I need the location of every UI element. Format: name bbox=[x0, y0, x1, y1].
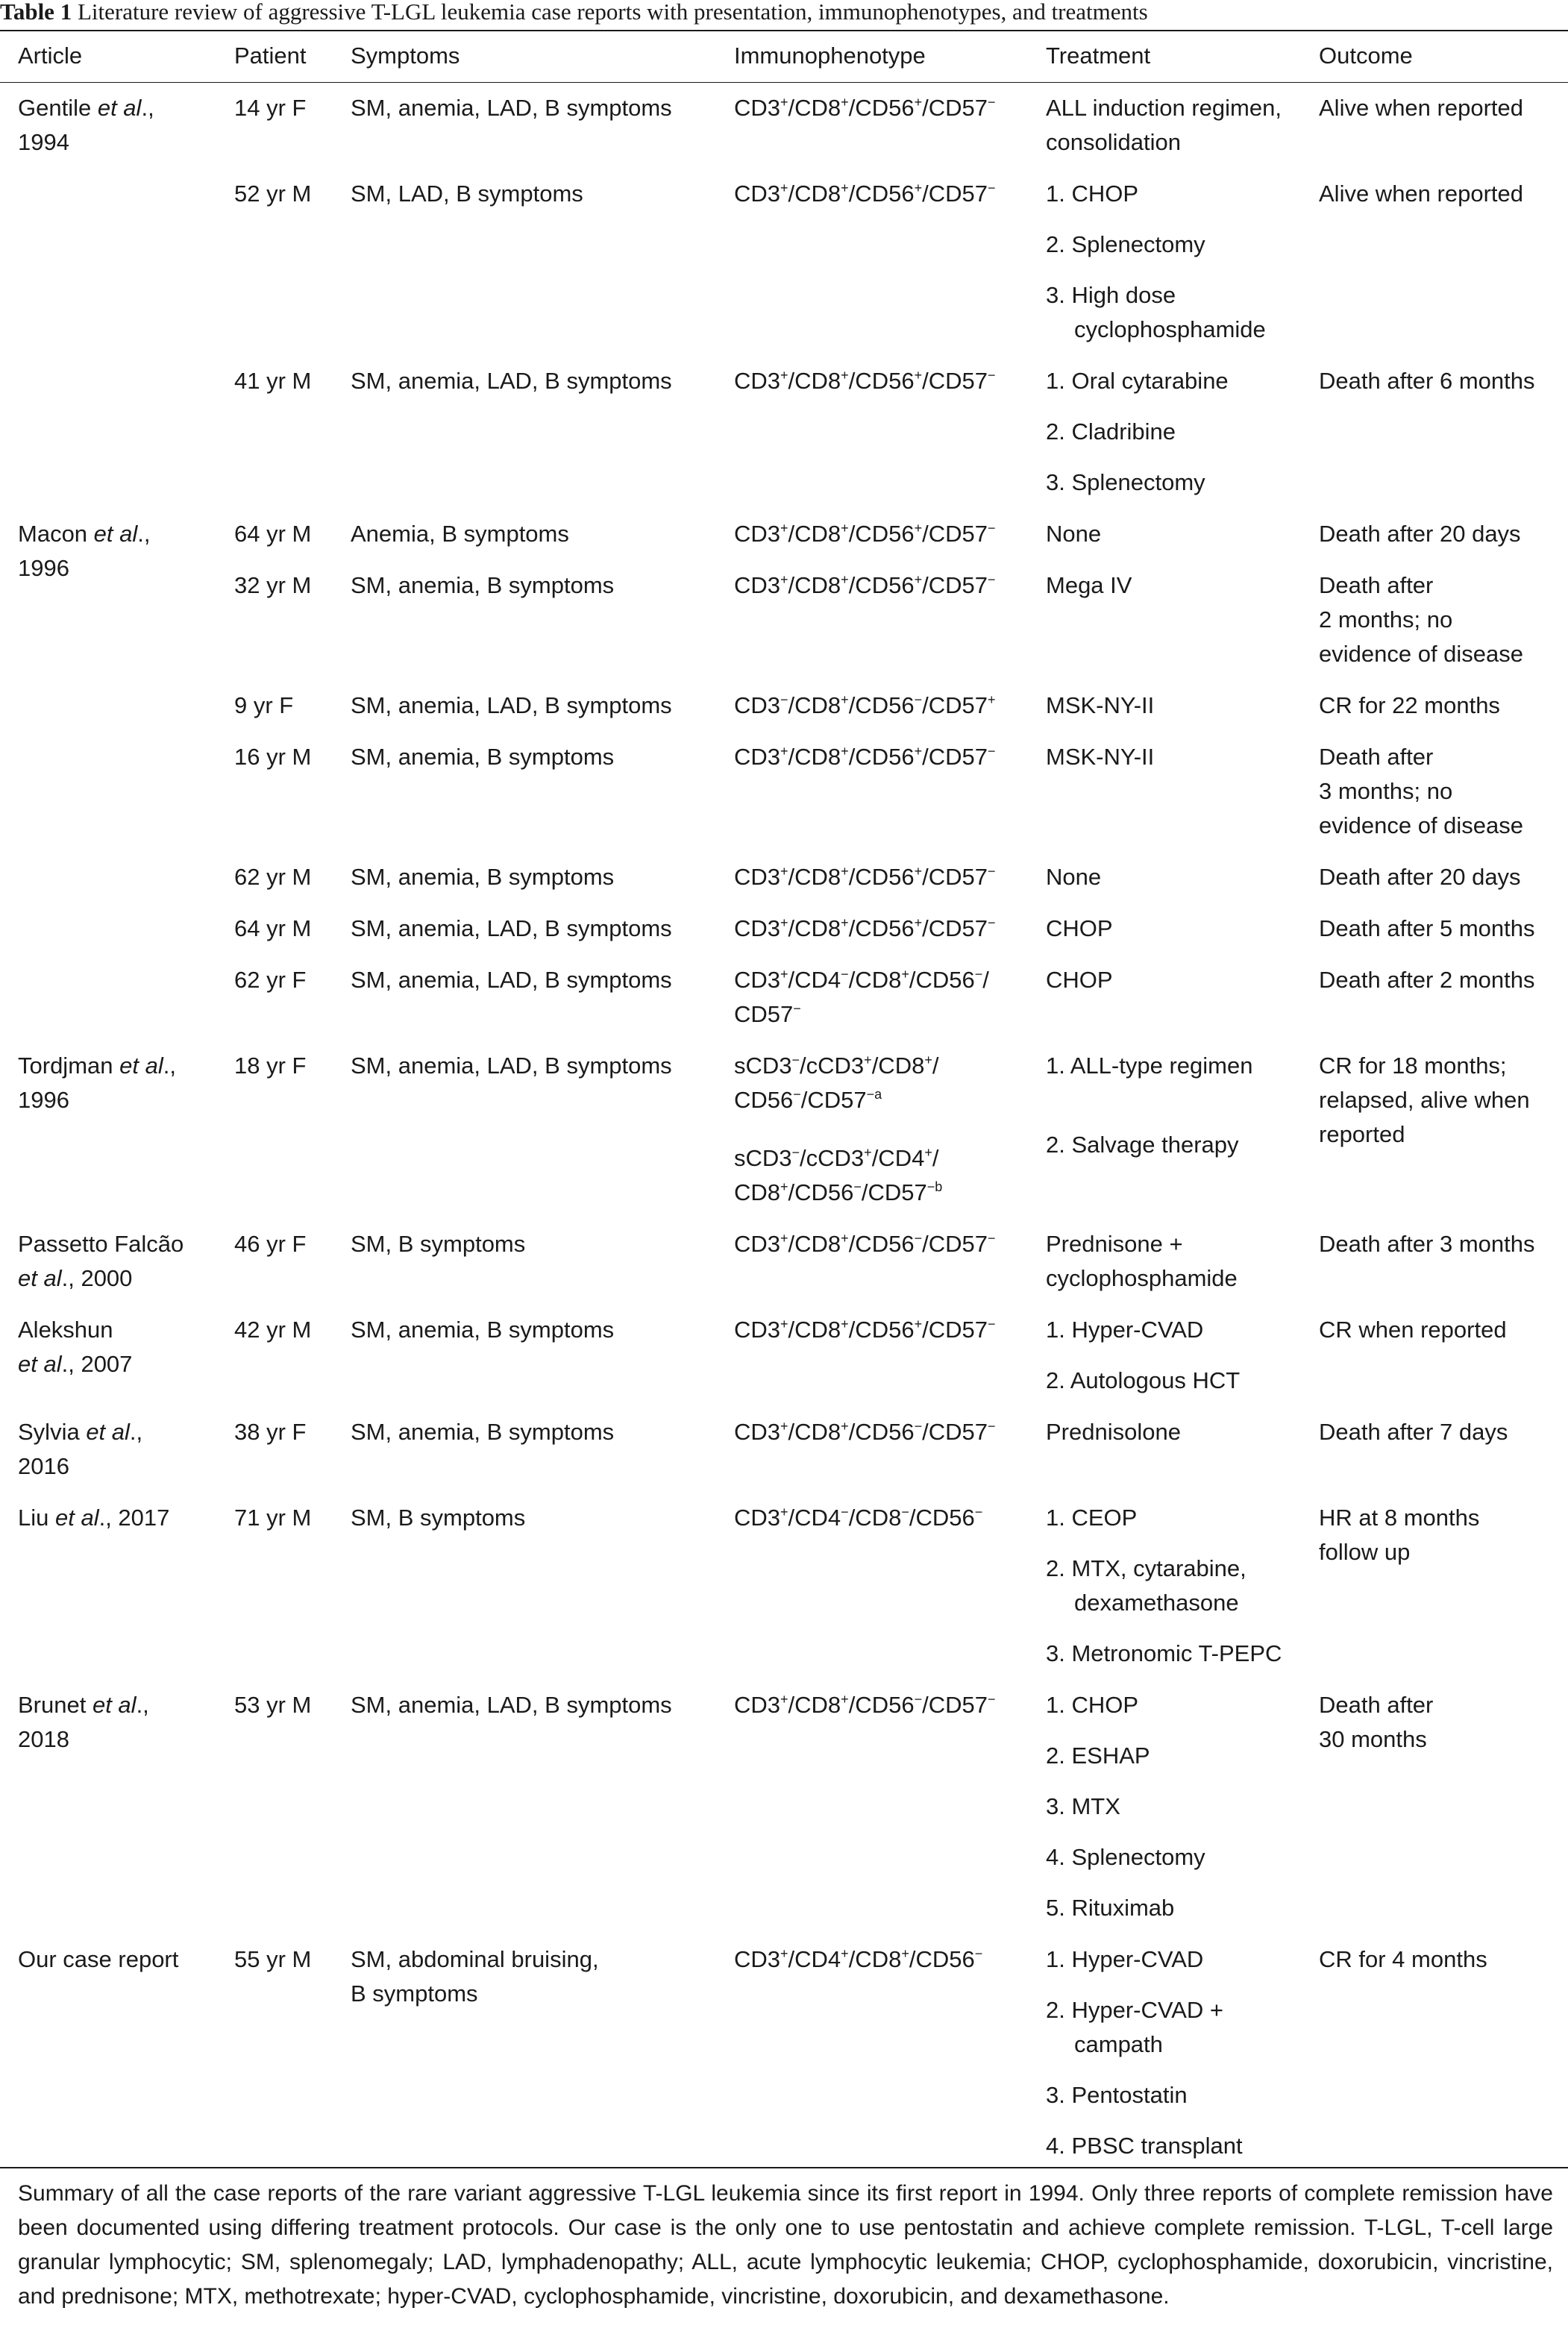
article-line: Macon et al., bbox=[18, 521, 151, 547]
symptoms-cell bbox=[351, 517, 569, 551]
immunophenotype-line: sCD3−/cCD3+/CD4+/ bbox=[734, 1145, 939, 1171]
symptoms-line: SM, anemia, B symptoms bbox=[351, 1317, 615, 1343]
symptoms-line: SM, abdominal bruising, bbox=[351, 1946, 599, 1972]
article-line: et al., 2000 bbox=[18, 1265, 133, 1291]
outcome-cell: Death after 3 months bbox=[1319, 1231, 1535, 1257]
symptoms-line: SM, anemia, LAD, B symptoms bbox=[351, 967, 672, 993]
symptoms-line: SM, anemia, LAD, B symptoms bbox=[351, 1053, 672, 1079]
treatment-item: None bbox=[1046, 521, 1102, 547]
treatment-cell bbox=[1046, 1049, 1252, 1162]
immunophenotype-line: CD3+/CD8+/CD56−/CD57− bbox=[734, 1419, 996, 1445]
patient-cell: 46 yr F bbox=[234, 1231, 307, 1257]
treatment-item: 3. High dose cyclophosphamide bbox=[1046, 282, 1266, 342]
article-line: 1996 bbox=[18, 555, 69, 581]
immunophenotype-line: CD3+/CD8+/CD56+/CD57− bbox=[734, 181, 996, 207]
symptoms-cell bbox=[351, 688, 672, 723]
article-cell bbox=[18, 1942, 178, 1977]
treatment-item: 1. CHOP bbox=[1046, 181, 1139, 207]
symptoms-line: SM, anemia, B symptoms bbox=[351, 744, 615, 770]
immunophenotype-line: CD3+/CD8+/CD56+/CD57− bbox=[734, 572, 996, 598]
treatment-item: 3. Splenectomy bbox=[1046, 469, 1205, 495]
article-line: 2018 bbox=[18, 1726, 69, 1752]
outcome-cell: Death after 20 days bbox=[1319, 521, 1521, 547]
outcome-cell: Death after 2 months bbox=[1319, 967, 1535, 993]
article-cell bbox=[18, 1501, 169, 1535]
article-cell bbox=[18, 517, 151, 586]
symptoms-cell bbox=[351, 568, 614, 603]
patient-cell: 52 yr M bbox=[234, 181, 312, 207]
treatment-cell bbox=[1046, 517, 1101, 551]
immunophenotype-cell bbox=[734, 91, 995, 125]
article-cell bbox=[18, 1313, 132, 1381]
treatment-item: 3. Metronomic T-PEPC bbox=[1046, 1640, 1282, 1666]
outcome-cell: Death after 20 days bbox=[1319, 864, 1521, 890]
outcome-cell: Alive when reported bbox=[1319, 95, 1523, 121]
symptoms-line: Anemia, B symptoms bbox=[351, 521, 569, 547]
immunophenotype-line: CD3+/CD8+/CD56+/CD57− bbox=[734, 864, 996, 890]
treatment-cell bbox=[1046, 860, 1101, 894]
patient-cell: 55 yr M bbox=[234, 1946, 312, 1972]
treatment-item: 2. Splenectomy bbox=[1046, 231, 1205, 257]
article-line: Brunet et al., bbox=[18, 1692, 149, 1718]
symptoms-line: B symptoms bbox=[351, 1980, 478, 2007]
patient-cell: 9 yr F bbox=[234, 692, 294, 718]
treatment-cell bbox=[1046, 740, 1154, 774]
article-line: Liu et al., 2017 bbox=[18, 1505, 170, 1531]
patient-cell: 64 yr M bbox=[234, 521, 312, 547]
patient-cell: 18 yr F bbox=[234, 1053, 307, 1079]
article-line: 1996 bbox=[18, 1087, 69, 1113]
outcome-cell: Death after 6 months bbox=[1319, 368, 1535, 394]
symptoms-cell bbox=[351, 1688, 672, 1722]
article-line: 2016 bbox=[18, 1453, 69, 1479]
immunophenotype-line: CD3+/CD8+/CD56+/CD57− bbox=[734, 915, 996, 941]
treatment-item: 3. MTX bbox=[1046, 1793, 1120, 1819]
treatment-cell bbox=[1046, 1227, 1238, 1296]
article-line: et al., 2007 bbox=[18, 1351, 133, 1377]
treatment-item: Mega IV bbox=[1046, 572, 1132, 598]
header-outcome: Outcome bbox=[1319, 43, 1413, 69]
symptoms-cell bbox=[351, 1415, 614, 1449]
patient-cell: 16 yr M bbox=[234, 744, 312, 770]
header-rule bbox=[0, 82, 1568, 83]
article-cell bbox=[18, 1688, 149, 1757]
immunophenotype-cell bbox=[734, 963, 989, 1032]
symptoms-line: SM, B symptoms bbox=[351, 1505, 526, 1531]
patient-cell: 41 yr M bbox=[234, 368, 312, 394]
treatment-item: Prednisolone bbox=[1046, 1419, 1181, 1445]
symptoms-cell bbox=[351, 1227, 525, 1261]
treatment-item: 3. Pentostatin bbox=[1046, 2082, 1188, 2108]
immunophenotype-cell bbox=[734, 568, 995, 603]
article-line: Alekshun bbox=[18, 1317, 113, 1343]
treatment-cell bbox=[1046, 1501, 1282, 1671]
immunophenotype-cell bbox=[734, 364, 995, 398]
patient-cell: 64 yr M bbox=[234, 915, 312, 941]
article-cell bbox=[18, 1227, 184, 1296]
outcome-cell: Death after 7 days bbox=[1319, 1419, 1508, 1445]
outcome-cell: Death after 2 months; no evidence of disease bbox=[1319, 572, 1524, 667]
immunophenotype-cell bbox=[734, 1313, 995, 1347]
treatment-item: CHOP bbox=[1046, 915, 1113, 941]
treatment-item: 2. Autologous HCT bbox=[1046, 1367, 1241, 1393]
immunophenotype-cell bbox=[734, 1688, 995, 1722]
immunophenotype-line: CD3+/CD8+/CD56+/CD57− bbox=[734, 744, 996, 770]
treatment-item: 1. Hyper-CVAD bbox=[1046, 1317, 1204, 1343]
symptoms-cell bbox=[351, 912, 672, 946]
immunophenotype-cell bbox=[734, 1049, 942, 1210]
immunophenotype-cell bbox=[734, 688, 995, 723]
symptoms-cell bbox=[351, 860, 614, 894]
symptoms-line: SM, LAD, B symptoms bbox=[351, 181, 583, 207]
caption-label: Table 1 bbox=[0, 0, 72, 25]
symptoms-line: SM, anemia, B symptoms bbox=[351, 1419, 615, 1445]
header-symptoms: Symptoms bbox=[351, 43, 460, 69]
treatment-item: 4. PBSC transplant bbox=[1046, 2133, 1243, 2159]
treatment-item: 1. ALL-type regimen bbox=[1046, 1053, 1253, 1079]
header-article: Article bbox=[18, 43, 83, 69]
patient-cell: 42 yr M bbox=[234, 1317, 312, 1343]
patient-cell: 71 yr M bbox=[234, 1505, 312, 1531]
immunophenotype-line: sCD3−/cCD3+/CD8+/ bbox=[734, 1053, 939, 1079]
treatment-item: None bbox=[1046, 864, 1102, 890]
article-line: Tordjman et al., bbox=[18, 1053, 176, 1079]
treatment-item: MSK-NY-II bbox=[1046, 692, 1155, 718]
immunophenotype-line: CD3+/CD8+/CD56+/CD57− bbox=[734, 1317, 996, 1343]
header-immunophenotype: Immunophenotype bbox=[734, 43, 926, 69]
outcome-cell: HR at 8 months follow up bbox=[1319, 1505, 1480, 1565]
treatment-item: 2. Hyper-CVAD + campath bbox=[1046, 1997, 1224, 2057]
treatment-item: 2. MTX, cytarabine, dexamethasone bbox=[1046, 1555, 1246, 1616]
immunophenotype-line: CD3+/CD4−/CD8−/CD56− bbox=[734, 1505, 983, 1531]
patient-cell: 62 yr M bbox=[234, 864, 312, 890]
symptoms-cell bbox=[351, 1501, 525, 1535]
symptoms-line: SM, anemia, LAD, B symptoms bbox=[351, 692, 672, 718]
symptoms-cell bbox=[351, 91, 672, 125]
immunophenotype-cell bbox=[734, 1415, 995, 1449]
treatment-item: 1. CHOP bbox=[1046, 1692, 1139, 1718]
article-line: Sylvia et al., bbox=[18, 1419, 143, 1445]
treatment-item: 1. Hyper-CVAD bbox=[1046, 1946, 1204, 1972]
treatment-item: 2. Salvage therapy bbox=[1046, 1132, 1239, 1158]
outcome-cell: Death after 3 months; no evidence of disease bbox=[1319, 744, 1524, 838]
immunophenotype-line: CD3+/CD4−/CD8+/CD56−/ bbox=[734, 967, 989, 993]
article-line: Gentile et al., bbox=[18, 95, 154, 121]
outcome-cell: Death after 5 months bbox=[1319, 915, 1535, 941]
outcome-cell: CR for 18 months; relapsed, alive when reported bbox=[1319, 1053, 1530, 1147]
symptoms-cell bbox=[351, 740, 614, 774]
article-line: Our case report bbox=[18, 1946, 179, 1972]
treatment-item: CHOP bbox=[1046, 967, 1113, 993]
symptoms-cell bbox=[351, 177, 583, 211]
symptoms-line: SM, anemia, LAD, B symptoms bbox=[351, 915, 672, 941]
treatment-cell bbox=[1046, 1688, 1205, 1925]
article-line: Passetto Falcão bbox=[18, 1231, 184, 1257]
treatment-cell bbox=[1046, 912, 1113, 946]
symptoms-cell bbox=[351, 1942, 599, 2011]
treatment-cell bbox=[1046, 177, 1266, 347]
article-cell bbox=[18, 1415, 142, 1484]
patient-cell: 14 yr F bbox=[234, 95, 307, 121]
immunophenotype-line: $CD8^+/CD56^-/CD57^{-b}$ bbox=[734, 1179, 943, 1205]
outcome-cell: CR when reported bbox=[1319, 1317, 1507, 1343]
treatment-item: 4. Splenectomy bbox=[1046, 1844, 1205, 1870]
outcome-cell: Death after 30 months bbox=[1319, 1692, 1434, 1752]
patient-cell: 53 yr M bbox=[234, 1692, 312, 1718]
outcome-cell: CR for 4 months bbox=[1319, 1946, 1487, 1972]
immunophenotype-line: CD3+/CD8+/CD56−/CD57− bbox=[734, 1692, 996, 1718]
symptoms-line: SM, B symptoms bbox=[351, 1231, 526, 1257]
patient-cell: 38 yr F bbox=[234, 1419, 307, 1445]
immunophenotype-line bbox=[734, 1117, 942, 1141]
treatment-item: MSK-NY-II bbox=[1046, 744, 1155, 770]
caption-text: Literature review of aggressive T-LGL leukemia case reports with presentation, immunophenotypes, and treatments bbox=[77, 0, 1148, 25]
article-cell bbox=[18, 1049, 176, 1117]
patient-cell: 62 yr F bbox=[234, 967, 307, 993]
immunophenotype-line: CD3+/CD8+/CD56−/CD57− bbox=[734, 1231, 996, 1257]
immunophenotype-cell bbox=[734, 1501, 982, 1535]
immunophenotype-line: CD57− bbox=[734, 1001, 801, 1027]
symptoms-line: SM, anemia, B symptoms bbox=[351, 572, 615, 598]
immunophenotype-line: CD3+/CD8+/CD56+/CD57− bbox=[734, 368, 996, 394]
immunophenotype-cell bbox=[734, 860, 995, 894]
treatment-item: 1. Oral cytarabine bbox=[1046, 368, 1229, 394]
immunophenotype-cell bbox=[734, 912, 995, 946]
symptoms-line: SM, anemia, LAD, B symptoms bbox=[351, 95, 672, 121]
symptoms-cell bbox=[351, 963, 672, 997]
treatment-cell bbox=[1046, 963, 1113, 997]
immunophenotype-cell bbox=[734, 1942, 982, 1977]
immunophenotype-cell bbox=[734, 177, 995, 211]
treatment-item: 5. Rituximab bbox=[1046, 1895, 1175, 1921]
treatment-item: ALL induction regimen, consolidation bbox=[1046, 95, 1282, 155]
symptoms-cell bbox=[351, 364, 672, 398]
treatment-item: 1. CEOP bbox=[1046, 1505, 1138, 1531]
immunophenotype-line: CD3+/CD8+/CD56+/CD57− bbox=[734, 521, 996, 547]
immunophenotype-line: CD3+/CD8+/CD56+/CD57− bbox=[734, 95, 996, 121]
treatment-item: 2. ESHAP bbox=[1046, 1743, 1150, 1769]
patient-cell: 32 yr M bbox=[234, 572, 312, 598]
symptoms-line: SM, anemia, B symptoms bbox=[351, 864, 615, 890]
immunophenotype-line: CD3+/CD4+/CD8+/CD56− bbox=[734, 1946, 983, 1972]
outcome-cell: Alive when reported bbox=[1319, 181, 1523, 207]
outcome-cell: CR for 22 months bbox=[1319, 692, 1500, 718]
table-footnote: Summary of all the case reports of the rare variant aggressive T-LGL leukemia since its first report in 1994. Only three reports of complete remission have been documented using differing treatment protocols. Our case is the only one to use pentostatin and achieve complete remission. T-LGL, T-cell large granular lymphocytic; SM, splenomegaly; LAD, lymphadenopathy; ALL, acute lymphocytic leukemia; CHOP, cyclophosphamide, doxorubicin, vincristine, and prednisone; MTX, methotrexate; hyper-CVAD, cyclophosphamide, vincristine, doxorubicin, and dexamethasone. bbox=[18, 2181, 1553, 2309]
immunophenotype-cell bbox=[734, 740, 995, 774]
treatment-cell bbox=[1046, 568, 1132, 603]
treatment-cell bbox=[1046, 688, 1154, 723]
treatment-item bbox=[1046, 1100, 1252, 1128]
symptoms-cell bbox=[351, 1313, 614, 1347]
table-caption bbox=[0, 0, 1568, 27]
header-patient: Patient bbox=[234, 43, 307, 69]
treatment-cell bbox=[1046, 1942, 1243, 2163]
article-line: 1994 bbox=[18, 129, 69, 155]
immunophenotype-cell bbox=[734, 517, 995, 551]
treatment-cell bbox=[1046, 364, 1229, 500]
treatment-item: 2. Cladribine bbox=[1046, 418, 1176, 445]
treatment-cell bbox=[1046, 1415, 1181, 1449]
bottom-rule bbox=[0, 2167, 1568, 2168]
treatment-cell bbox=[1046, 1313, 1240, 1398]
treatment-item: Prednisone + cyclophosphamide bbox=[1046, 1231, 1238, 1291]
symptoms-line: SM, anemia, LAD, B symptoms bbox=[351, 368, 672, 394]
top-rule bbox=[0, 30, 1568, 31]
immunophenotype-line: CD3−/CD8+/CD56−/CD57+ bbox=[734, 692, 996, 718]
header-treatment: Treatment bbox=[1046, 43, 1151, 69]
immunophenotype-line: $CD56^-/CD57^{-a}$ bbox=[734, 1087, 882, 1113]
treatment-cell bbox=[1046, 91, 1282, 160]
symptoms-cell bbox=[351, 1049, 672, 1083]
symptoms-line: SM, anemia, LAD, B symptoms bbox=[351, 1692, 672, 1718]
article-cell bbox=[18, 91, 154, 160]
immunophenotype-cell bbox=[734, 1227, 995, 1261]
